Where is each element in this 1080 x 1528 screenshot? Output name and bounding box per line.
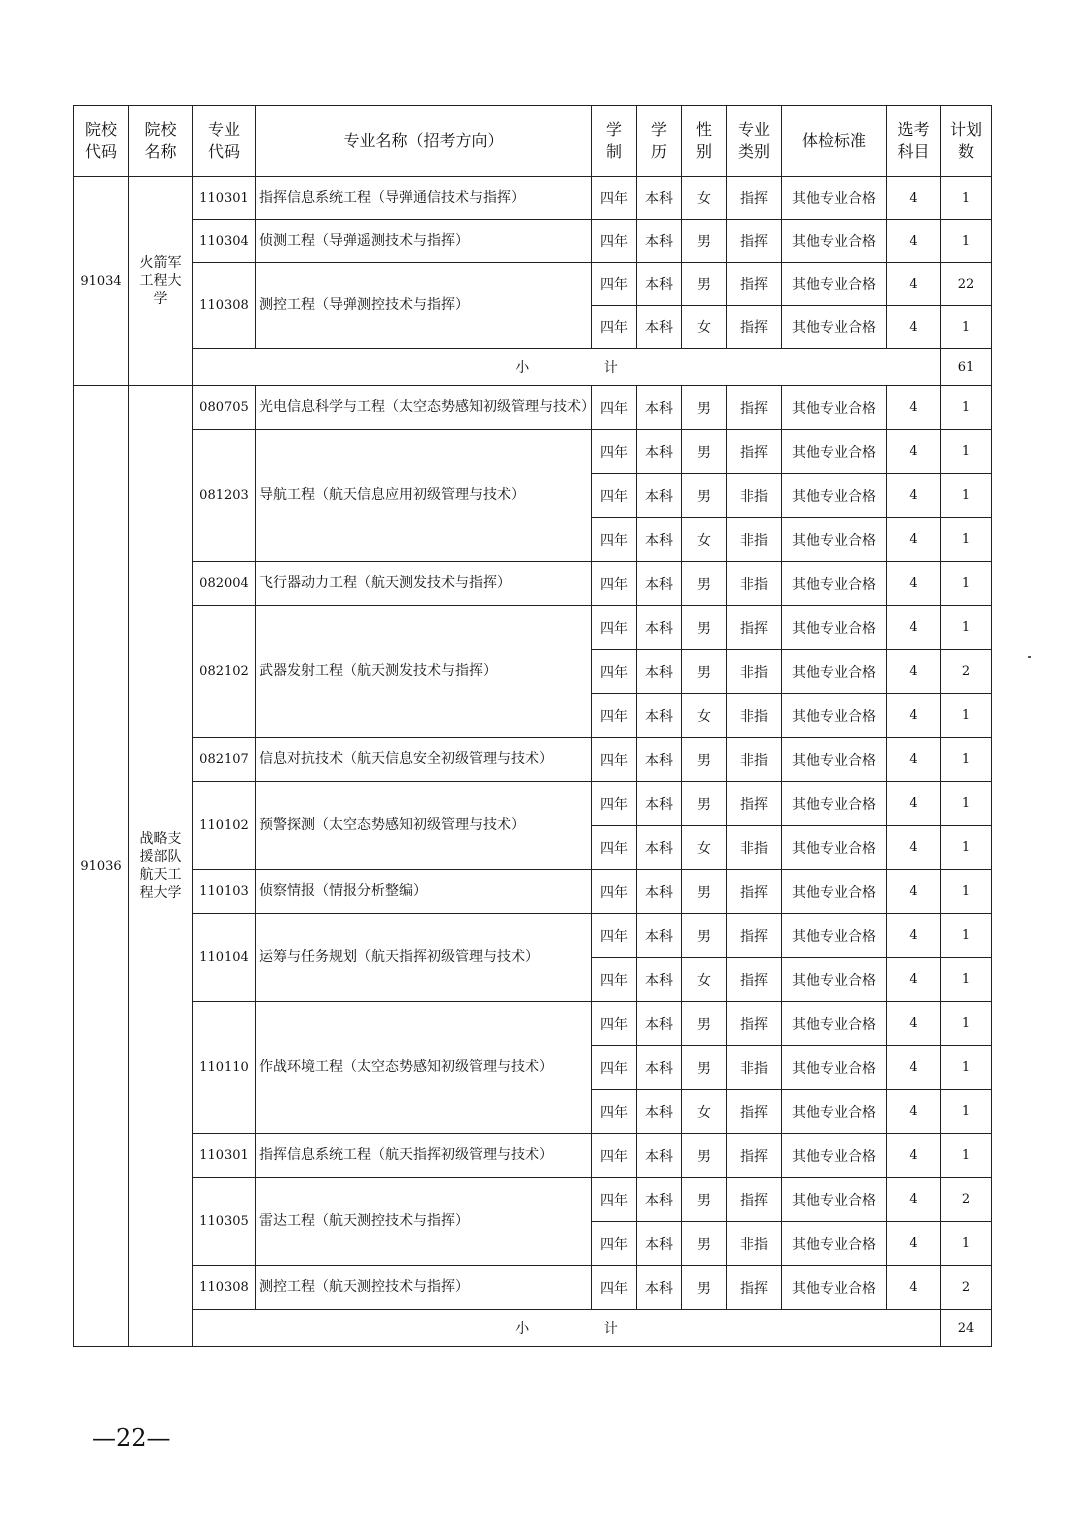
- school-code: 91034: [74, 177, 129, 386]
- duration: 四年: [592, 1134, 637, 1178]
- gender: 男: [682, 606, 727, 650]
- physical-standard: 其他专业合格: [782, 177, 887, 220]
- gender: 男: [682, 650, 727, 694]
- major-type: 指挥: [727, 782, 782, 826]
- duration: 四年: [592, 650, 637, 694]
- major-code: 110308: [193, 263, 256, 349]
- plan-count: 1: [941, 1046, 992, 1090]
- degree: 本科: [637, 430, 682, 474]
- elective-subjects: 4: [887, 914, 941, 958]
- plan-count: 1: [941, 914, 992, 958]
- gender: 女: [682, 177, 727, 220]
- gender: 男: [682, 1266, 727, 1310]
- physical-standard: 其他专业合格: [782, 826, 887, 870]
- enrollment-plan-table: [73, 105, 992, 1347]
- gender: 男: [682, 1002, 727, 1046]
- degree: 本科: [637, 220, 682, 263]
- physical-standard: 其他专业合格: [782, 650, 887, 694]
- gender: 男: [682, 386, 727, 430]
- physical-standard: 其他专业合格: [782, 1222, 887, 1266]
- gender: 男: [682, 1046, 727, 1090]
- header-elective-subjects: 选考 科目: [887, 106, 941, 177]
- physical-standard: 其他专业合格: [782, 782, 887, 826]
- header-duration: 学 制: [592, 106, 637, 177]
- degree: 本科: [637, 958, 682, 1002]
- physical-standard: 其他专业合格: [782, 1266, 887, 1310]
- table-row: [74, 562, 992, 606]
- plan-count: 1: [941, 1090, 992, 1134]
- physical-standard: 其他专业合格: [782, 1178, 887, 1222]
- physical-standard: 其他专业合格: [782, 474, 887, 518]
- gender: 女: [682, 306, 727, 349]
- duration: 四年: [592, 870, 637, 914]
- gender: 男: [682, 1178, 727, 1222]
- major-name: 运筹与任务规划（航天指挥初级管理与技术）: [256, 914, 592, 1002]
- plan-count: 1: [941, 474, 992, 518]
- duration: 四年: [592, 826, 637, 870]
- plan-count: 1: [941, 306, 992, 349]
- duration: 四年: [592, 694, 637, 738]
- degree: 本科: [637, 1134, 682, 1178]
- elective-subjects: 4: [887, 518, 941, 562]
- elective-subjects: 4: [887, 220, 941, 263]
- major-name: 侦测工程（导弹遥测技术与指挥）: [256, 220, 592, 263]
- gender: 男: [682, 474, 727, 518]
- plan-count: 1: [941, 870, 992, 914]
- gender: 女: [682, 1090, 727, 1134]
- major-name: 预警探测（太空态势感知初级管理与技术）: [256, 782, 592, 870]
- plan-count: 1: [941, 386, 992, 430]
- degree: 本科: [637, 177, 682, 220]
- table-row: [74, 263, 992, 306]
- elective-subjects: 4: [887, 263, 941, 306]
- gender: 男: [682, 1134, 727, 1178]
- plan-count: 2: [941, 1266, 992, 1310]
- duration: 四年: [592, 263, 637, 306]
- gender: 女: [682, 826, 727, 870]
- elective-subjects: 4: [887, 1002, 941, 1046]
- plan-count: 2: [941, 650, 992, 694]
- major-type: 指挥: [727, 1134, 782, 1178]
- plan-count: 1: [941, 1134, 992, 1178]
- major-code: 110301: [193, 1134, 256, 1178]
- major-type: 指挥: [727, 870, 782, 914]
- plan-count: 1: [941, 1222, 992, 1266]
- degree: 本科: [637, 650, 682, 694]
- degree: 本科: [637, 1266, 682, 1310]
- table-row: [74, 606, 992, 650]
- plan-count: 1: [941, 518, 992, 562]
- major-code: 082004: [193, 562, 256, 606]
- subtotal-row: [74, 1310, 992, 1347]
- degree: 本科: [637, 826, 682, 870]
- elective-subjects: 4: [887, 1134, 941, 1178]
- duration: 四年: [592, 562, 637, 606]
- major-code: 110110: [193, 1002, 256, 1134]
- major-type: 非指: [727, 518, 782, 562]
- gender: 男: [682, 914, 727, 958]
- physical-standard: 其他专业合格: [782, 1046, 887, 1090]
- major-code: 110301: [193, 177, 256, 220]
- major-name: 信息对抗技术（航天信息安全初级管理与技术）: [256, 738, 592, 782]
- table-row: [74, 782, 992, 826]
- gender: 男: [682, 263, 727, 306]
- header-major-type: 专业 类别: [727, 106, 782, 177]
- major-type: 指挥: [727, 306, 782, 349]
- plan-count: 1: [941, 826, 992, 870]
- major-type: 指挥: [727, 386, 782, 430]
- major-code: 081203: [193, 430, 256, 562]
- degree: 本科: [637, 606, 682, 650]
- plan-count: 1: [941, 220, 992, 263]
- table-header-row: [74, 106, 992, 177]
- table-row: [74, 1134, 992, 1178]
- elective-subjects: 4: [887, 782, 941, 826]
- duration: 四年: [592, 1266, 637, 1310]
- plan-count: 1: [941, 430, 992, 474]
- elective-subjects: 4: [887, 1178, 941, 1222]
- degree: 本科: [637, 1090, 682, 1134]
- elective-subjects: 4: [887, 606, 941, 650]
- major-code: 080705: [193, 386, 256, 430]
- major-name: 武器发射工程（航天测发技术与指挥）: [256, 606, 592, 738]
- gender: 男: [682, 430, 727, 474]
- degree: 本科: [637, 306, 682, 349]
- major-type: 指挥: [727, 220, 782, 263]
- table-row: [74, 430, 992, 474]
- degree: 本科: [637, 1222, 682, 1266]
- degree: 本科: [637, 562, 682, 606]
- major-name: 雷达工程（航天测控技术与指挥）: [256, 1178, 592, 1266]
- major-type: 指挥: [727, 914, 782, 958]
- gender: 女: [682, 958, 727, 1002]
- major-name: 作战环境工程（太空态势感知初级管理与技术）: [256, 1002, 592, 1134]
- major-type: 指挥: [727, 1266, 782, 1310]
- major-type: 非指: [727, 826, 782, 870]
- major-name: 光电信息科学与工程（太空态势感知初级管理与技术）: [256, 386, 592, 430]
- major-type: 指挥: [727, 1090, 782, 1134]
- header-major-name: 专业名称（招考方向）: [256, 106, 592, 177]
- physical-standard: 其他专业合格: [782, 518, 887, 562]
- duration: 四年: [592, 1002, 637, 1046]
- degree: 本科: [637, 474, 682, 518]
- physical-standard: 其他专业合格: [782, 562, 887, 606]
- plan-count: 1: [941, 1002, 992, 1046]
- elective-subjects: 4: [887, 386, 941, 430]
- duration: 四年: [592, 1222, 637, 1266]
- duration: 四年: [592, 1090, 637, 1134]
- physical-standard: 其他专业合格: [782, 306, 887, 349]
- degree: 本科: [637, 1002, 682, 1046]
- gender: 男: [682, 220, 727, 263]
- major-name: 指挥信息系统工程（航天指挥初级管理与技术）: [256, 1134, 592, 1178]
- table-row: [74, 1178, 992, 1222]
- major-type: 非指: [727, 474, 782, 518]
- duration: 四年: [592, 430, 637, 474]
- major-type: 非指: [727, 650, 782, 694]
- duration: 四年: [592, 306, 637, 349]
- duration: 四年: [592, 914, 637, 958]
- major-type: 非指: [727, 1222, 782, 1266]
- elective-subjects: 4: [887, 694, 941, 738]
- header-gender: 性 别: [682, 106, 727, 177]
- table-row: [74, 1002, 992, 1046]
- header-major-code: 专业 代码: [193, 106, 256, 177]
- elective-subjects: 4: [887, 562, 941, 606]
- gender: 男: [682, 1222, 727, 1266]
- major-type: 指挥: [727, 958, 782, 1002]
- plan-count: 1: [941, 782, 992, 826]
- degree: 本科: [637, 1046, 682, 1090]
- major-code: 082102: [193, 606, 256, 738]
- table-row: [74, 177, 992, 220]
- major-type: 非指: [727, 694, 782, 738]
- gender: 男: [682, 738, 727, 782]
- elective-subjects: 4: [887, 650, 941, 694]
- major-name: 飞行器动力工程（航天测发技术与指挥）: [256, 562, 592, 606]
- duration: 四年: [592, 1178, 637, 1222]
- degree: 本科: [637, 914, 682, 958]
- gender: 男: [682, 782, 727, 826]
- physical-standard: 其他专业合格: [782, 1134, 887, 1178]
- physical-standard: 其他专业合格: [782, 914, 887, 958]
- duration: 四年: [592, 606, 637, 650]
- elective-subjects: 4: [887, 1046, 941, 1090]
- major-type: 指挥: [727, 263, 782, 306]
- table-row: [74, 1266, 992, 1310]
- plan-count: 1: [941, 606, 992, 650]
- duration: 四年: [592, 782, 637, 826]
- major-name: 侦察情报（情报分析整编）: [256, 870, 592, 914]
- subtotal-row: [74, 349, 992, 386]
- degree: 本科: [637, 518, 682, 562]
- plan-count: 22: [941, 263, 992, 306]
- elective-subjects: 4: [887, 177, 941, 220]
- header-school-code: 院校 代码: [74, 106, 129, 177]
- major-type: 指挥: [727, 177, 782, 220]
- plan-count: 1: [941, 958, 992, 1002]
- duration: 四年: [592, 474, 637, 518]
- header-school-name: 院校 名称: [129, 106, 193, 177]
- elective-subjects: 4: [887, 826, 941, 870]
- major-type: 指挥: [727, 1002, 782, 1046]
- elective-subjects: 4: [887, 738, 941, 782]
- plan-count: 1: [941, 562, 992, 606]
- plan-count: 1: [941, 177, 992, 220]
- major-type: 指挥: [727, 1178, 782, 1222]
- table-row: [74, 738, 992, 782]
- gender: 女: [682, 518, 727, 562]
- degree: 本科: [637, 694, 682, 738]
- major-name: 指挥信息系统工程（导弹通信技术与指挥）: [256, 177, 592, 220]
- duration: 四年: [592, 958, 637, 1002]
- major-code: 110305: [193, 1178, 256, 1266]
- school-name: 战略支 援部队 航天工 程大学: [129, 386, 193, 1347]
- degree: 本科: [637, 870, 682, 914]
- subtotal-value: 24: [941, 1310, 992, 1347]
- major-code: 082107: [193, 738, 256, 782]
- physical-standard: 其他专业合格: [782, 430, 887, 474]
- header-plan-count: 计划 数: [941, 106, 992, 177]
- subtotal-label: 小 计: [193, 349, 941, 386]
- elective-subjects: 4: [887, 430, 941, 474]
- major-type: 指挥: [727, 430, 782, 474]
- physical-standard: 其他专业合格: [782, 870, 887, 914]
- elective-subjects: 4: [887, 1090, 941, 1134]
- table-row: [74, 870, 992, 914]
- degree: 本科: [637, 263, 682, 306]
- plan-count: 2: [941, 1178, 992, 1222]
- major-code: 110304: [193, 220, 256, 263]
- subtotal-value: 61: [941, 349, 992, 386]
- major-name: 导航工程（航天信息应用初级管理与技术）: [256, 430, 592, 562]
- major-code: 110308: [193, 1266, 256, 1310]
- degree: 本科: [637, 782, 682, 826]
- major-code: 110104: [193, 914, 256, 1002]
- header-degree: 学 历: [637, 106, 682, 177]
- major-type: 非指: [727, 1046, 782, 1090]
- major-name: 测控工程（导弹测控技术与指挥）: [256, 263, 592, 349]
- page-number: —22—: [92, 1424, 171, 1452]
- physical-standard: 其他专业合格: [782, 1002, 887, 1046]
- header-physical-standard: 体检标准: [782, 106, 887, 177]
- physical-standard: 其他专业合格: [782, 386, 887, 430]
- duration: 四年: [592, 220, 637, 263]
- duration: 四年: [592, 177, 637, 220]
- physical-standard: 其他专业合格: [782, 220, 887, 263]
- elective-subjects: 4: [887, 474, 941, 518]
- school-code: 91036: [74, 386, 129, 1347]
- major-name: 测控工程（航天测控技术与指挥）: [256, 1266, 592, 1310]
- elective-subjects: 4: [887, 1222, 941, 1266]
- gender: 男: [682, 870, 727, 914]
- school-name: 火箭军 工程大 学: [129, 177, 193, 386]
- degree: 本科: [637, 738, 682, 782]
- physical-standard: 其他专业合格: [782, 738, 887, 782]
- gender: 女: [682, 694, 727, 738]
- physical-standard: 其他专业合格: [782, 694, 887, 738]
- subtotal-label: 小 计: [193, 1310, 941, 1347]
- table-row: [74, 220, 992, 263]
- physical-standard: 其他专业合格: [782, 1090, 887, 1134]
- degree: 本科: [637, 1178, 682, 1222]
- gender: 男: [682, 562, 727, 606]
- duration: 四年: [592, 1046, 637, 1090]
- major-code: 110102: [193, 782, 256, 870]
- elective-subjects: 4: [887, 306, 941, 349]
- duration: 四年: [592, 738, 637, 782]
- plan-count: 1: [941, 694, 992, 738]
- elective-subjects: 4: [887, 1266, 941, 1310]
- degree: 本科: [637, 386, 682, 430]
- duration: 四年: [592, 518, 637, 562]
- elective-subjects: 4: [887, 870, 941, 914]
- major-type: 指挥: [727, 606, 782, 650]
- physical-standard: 其他专业合格: [782, 263, 887, 306]
- physical-standard: 其他专业合格: [782, 606, 887, 650]
- scan-speck: [1028, 656, 1031, 658]
- major-type: 非指: [727, 738, 782, 782]
- table-row: [74, 914, 992, 958]
- table-row: [74, 386, 992, 430]
- major-code: 110103: [193, 870, 256, 914]
- major-type: 非指: [727, 562, 782, 606]
- elective-subjects: 4: [887, 958, 941, 1002]
- plan-count: 1: [941, 738, 992, 782]
- duration: 四年: [592, 386, 637, 430]
- physical-standard: 其他专业合格: [782, 958, 887, 1002]
